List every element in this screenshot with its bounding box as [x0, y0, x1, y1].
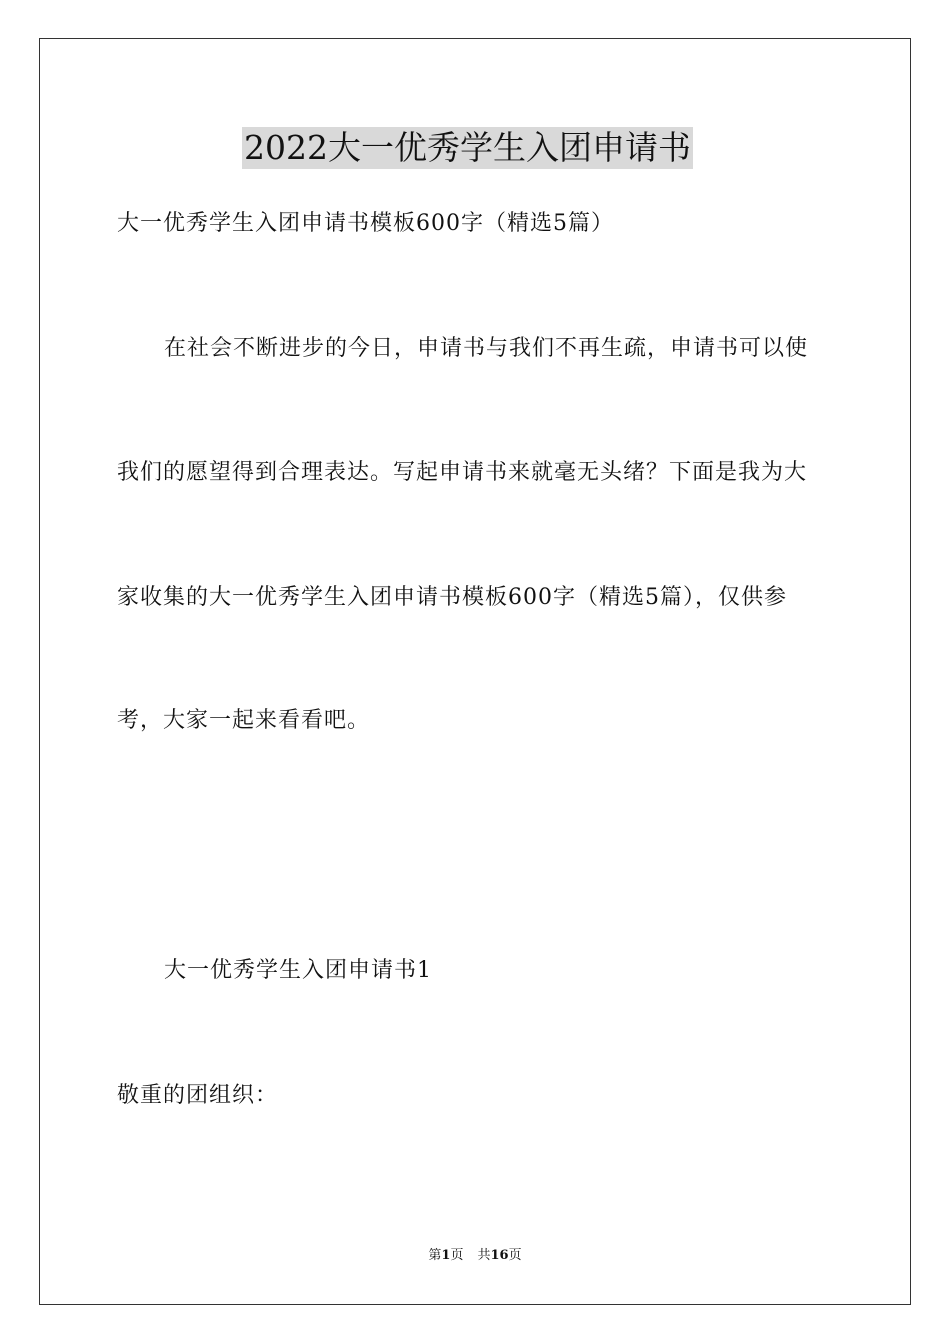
footer-total-suffix: 页 — [508, 1248, 522, 1263]
footer-total-pages: 16 — [490, 1248, 509, 1263]
page-footer — [0, 1247, 950, 1265]
intro-line-1: 在社会不断进步的今日，申请书与我们不再生疏，申请书可以使 — [164, 336, 809, 361]
footer-page-prefix: 第 — [428, 1248, 442, 1263]
footer-page-current: 1 — [441, 1248, 451, 1263]
footer-page-suffix: 页 — [450, 1248, 464, 1263]
intro-line-4: 考，大家一起来看看吧。 — [117, 708, 371, 733]
document-subtitle: 大一优秀学生入团申请书模板600字（精选5篇） — [117, 211, 614, 236]
intro-line-2: 我们的愿望得到合理表达。写起申请书来就毫无头绪？下面是我为大 — [117, 460, 808, 485]
intro-line-3: 家收集的大一优秀学生入团申请书模板600字（精选5篇），仅供参 — [117, 585, 787, 610]
salutation: 敬重的团组织： — [117, 1083, 279, 1108]
footer-total-prefix: 共 — [477, 1248, 491, 1263]
document-title: 2022大一优秀学生入团申请书 — [244, 128, 691, 167]
section-heading: 大一优秀学生入团申请书1 — [164, 958, 432, 983]
